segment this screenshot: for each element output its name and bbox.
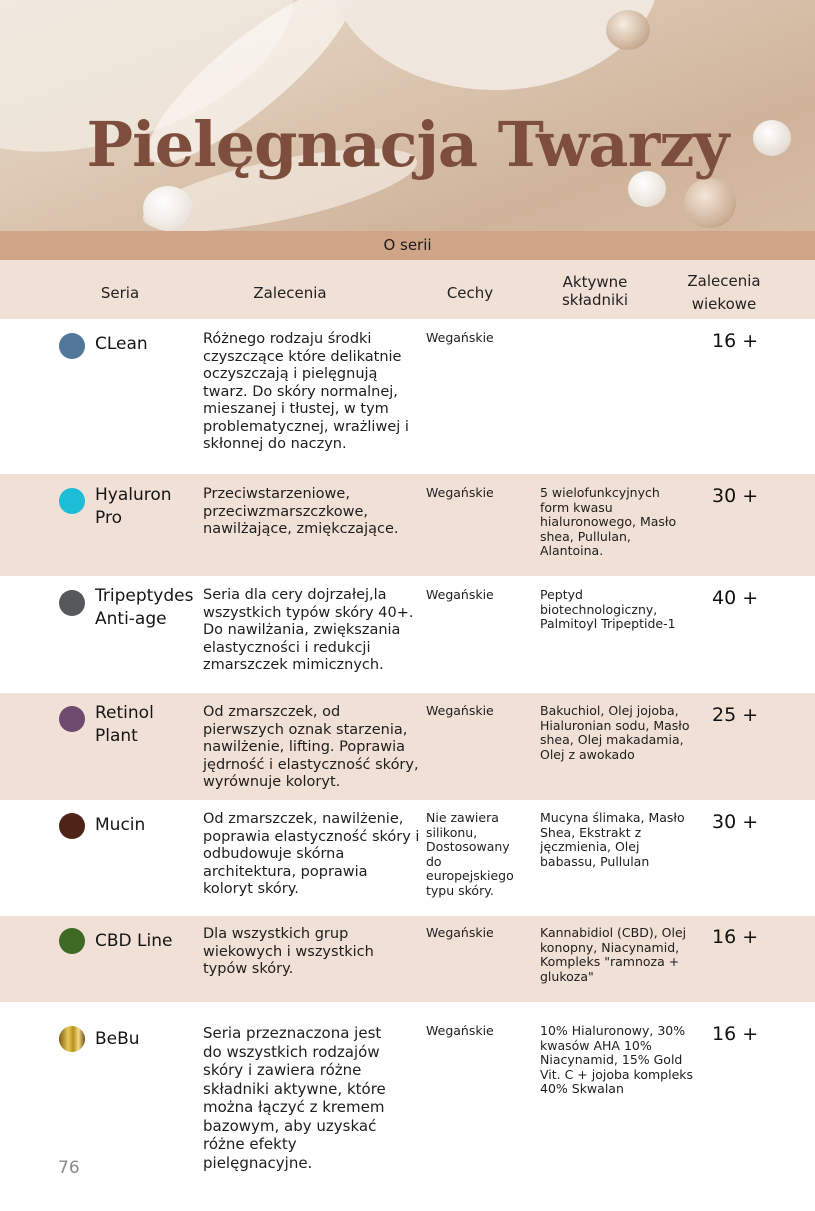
table-header bbox=[0, 260, 815, 319]
series-color-dot bbox=[59, 333, 85, 359]
series-age: 25 + bbox=[712, 704, 759, 726]
series-recommendation: Przeciwstarzeniowe, przeciwzmarszczkowe, nawilżające, zmiękczające. bbox=[203, 486, 399, 537]
series-name: CLean bbox=[95, 334, 148, 354]
table-row bbox=[0, 693, 815, 800]
series-recommendation: Seria dla cery dojrzałej,la wszystkich typów skóry 40+. Do nawilżania, zwiększania elastyczności i redukcji zmarszczek mimicznych. bbox=[203, 587, 414, 673]
series-features: Wegańskie bbox=[426, 587, 494, 602]
series-features: Wegańskie bbox=[426, 703, 494, 718]
series-color-dot bbox=[59, 706, 85, 732]
series-ingredients: 10% Hialuronowy, 30% kwasów AHA 10% Niacynamid, 15% Gold Vit. C + jojoba kompleks 40% Skwalan bbox=[540, 1023, 694, 1096]
section-label: O serii bbox=[0, 231, 815, 260]
series-name: Retinol Plant bbox=[95, 703, 154, 746]
series-name: Hyaluron Pro bbox=[95, 485, 172, 528]
series-color-dot bbox=[59, 813, 85, 839]
table-row bbox=[0, 800, 815, 916]
table-row bbox=[0, 916, 815, 1002]
series-name: BeBu bbox=[95, 1029, 140, 1049]
column-header-ingredients-line1: Aktywne bbox=[562, 273, 628, 291]
series-features: Wegańskie bbox=[426, 485, 494, 500]
column-header-age bbox=[672, 270, 776, 316]
series-color-dot bbox=[59, 1026, 85, 1052]
series-ingredients: Bakuchiol, Olej jojoba, Hialuronian sodu, Masło shea, Olej makadamia, Olej z awokado bbox=[540, 703, 690, 762]
series-ingredients: Peptyd biotechnologiczny, Palmitoyl Tripeptide-1 bbox=[540, 587, 676, 631]
series-color-dot bbox=[59, 590, 85, 616]
series-age: 16 + bbox=[712, 926, 759, 948]
series-name: Tripeptydes Anti-age bbox=[95, 586, 194, 629]
series-age: 40 + bbox=[712, 587, 759, 609]
series-color-dot bbox=[59, 488, 85, 514]
column-header-recommendations: Zalecenia bbox=[253, 284, 327, 302]
series-ingredients: Mucyna ślimaka, Masło Shea, Ekstrakt z jęczmienia, Olej babassu, Pullulan bbox=[540, 810, 685, 869]
column-header-age-line2: wiekowe bbox=[691, 295, 757, 313]
series-ingredients: Kannabidiol (CBD), Olej konopny, Niacynamid, Kompleks "ramnoza + glukoza" bbox=[540, 925, 687, 984]
page-title: Pielęgnacja Twarzy bbox=[86, 108, 729, 181]
series-recommendation: Od zmarszczek, nawilżenie, poprawia elastyczność skóry i odbudowuje skórna architektura, poprawia koloryt skóry. bbox=[203, 811, 420, 897]
hero-banner bbox=[0, 0, 815, 231]
series-color-dot bbox=[59, 928, 85, 954]
table-row bbox=[0, 576, 815, 693]
column-header-ingredients-line2: składniki bbox=[561, 291, 628, 309]
series-age: 30 + bbox=[712, 485, 759, 507]
serum-drop bbox=[606, 10, 650, 50]
series-features: Wegańskie bbox=[426, 1023, 494, 1038]
serum-drop bbox=[143, 186, 193, 231]
table-row bbox=[0, 319, 815, 474]
series-recommendation: Seria przeznaczona jest do wszystkich rodzajów skóry i zawiera różne składniki aktywne, które można łączyć z kremem bazowym, aby uzyskać różne efekty pielęgnacyjne. bbox=[203, 1024, 386, 1172]
column-header-ingredients bbox=[530, 273, 660, 309]
series-features: Wegańskie bbox=[426, 330, 494, 345]
column-header-series: Seria bbox=[100, 284, 140, 302]
series-features: Nie zawiera silikonu, Dostosowany do europejskiego typu skóry. bbox=[426, 810, 514, 898]
series-recommendation: Różnego rodzaju środki czyszczące które delikatnie oczyszczają i pielęgnują twarz. Do skóry normalnej, mieszanej i tłustej, w tym problematycznej, wrażliwej i skłonnej do naczyn. bbox=[203, 331, 409, 452]
page-number: 76 bbox=[58, 1158, 80, 1178]
series-ingredients: 5 wielofunkcyjnych form kwasu hialuronowego, Masło shea, Pullulan, Alantoina. bbox=[540, 485, 677, 558]
column-header-age-line1: Zalecenia bbox=[687, 272, 761, 290]
series-recommendation: Od zmarszczek, od pierwszych oznak starzenia, nawilżenie, lifting. Poprawia jędrność i elastyczność skóry, wyrównuje koloryt. bbox=[203, 704, 419, 790]
cream-smear bbox=[330, 0, 660, 90]
column-header-features: Cechy bbox=[446, 284, 494, 302]
table-row bbox=[0, 474, 815, 576]
serum-drop bbox=[684, 178, 736, 228]
series-recommendation: Dla wszystkich grup wiekowych i wszystkich typów skóry. bbox=[203, 926, 374, 977]
series-name: CBD Line bbox=[95, 931, 173, 951]
series-age: 30 + bbox=[712, 811, 759, 833]
table-row bbox=[0, 1002, 815, 1211]
series-name: Mucin bbox=[95, 815, 146, 835]
series-age: 16 + bbox=[712, 330, 759, 352]
series-features: Wegańskie bbox=[426, 925, 494, 940]
series-age: 16 + bbox=[712, 1023, 759, 1045]
